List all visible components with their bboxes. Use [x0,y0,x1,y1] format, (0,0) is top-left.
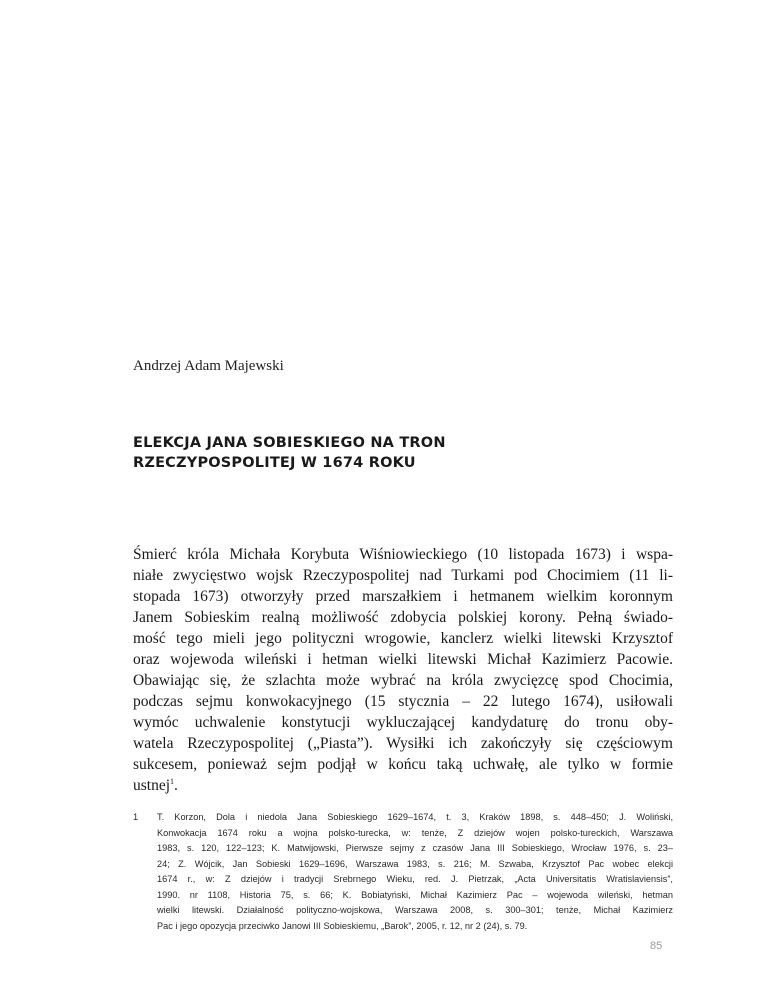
body-line: Janem Sobieskim realną możliwość zdobycia polskiej korony. Pełną świado- [133,609,673,626]
body-line-last [133,775,673,796]
footnote-line: T. Korzon, Dola i niedola Jana Sobieskiego 1629–1674, t. 3, Kraków 1898, s. 448–450; J. Woliński, [157,812,673,822]
body-line: mość tego mieli jego polityczni wrogowie, kanclerz wielki litewski Krzysztof [133,630,673,647]
title-line: ELEKCJA JANA SOBIESKIEGO NA TRON [133,435,446,451]
body-line: niałe zwycięstwo wojsk Rzeczypospolitej nad Turkami pod Chocimiem (11 li- [133,567,673,584]
footnote-line: 1983, s. 120, 122–123; K. Matwijowski, Pierwsze sejmy z czasów Jana III Sobieskiego, Wrocław 1976, s. 23– [157,843,673,853]
footnote-line: 24; Z. Wójcik, Jan Sobieski 1629–1696, Warszawa 1983, s. 216; M. Szwaba, Krzysztof Pac wobec elekcji [157,858,673,869]
footnote-reference[interactable]: 1 [170,776,175,786]
body-line: watela Rzeczypospolitej („Piasta”). Wysiłki ich zakończyły się częściowym [133,735,673,752]
body-line: oraz wojewoda wileński i hetman wielki litewski Michał Kazimierz Pacowie. [133,651,673,668]
footnote-line: Konwokacja 1674 roku a wojna polsko-turecka, w: tenże, Z dziejów wojen polsko-tureckich, Warszawa [157,827,673,838]
body-line: Śmierć króla Michała Korybuta Wiśniowieckiego (10 listopada 1673) i wspa- [133,546,673,563]
footnote-text [157,810,673,934]
footnote-number: 1 [133,812,139,822]
footnote-line: wielki litewski. Działalność polityczno-wojskowa, Warszawa 2008, s. 300–301; tenże, Michał Kazimierz [157,905,673,915]
author-name: Andrzej Adam Majewski [133,358,284,374]
body-line-text: ustnej [133,777,171,794]
title-line: RZECZYPOSPOLITEJ W 1674 ROKU [133,455,416,471]
body-line: podczas sejmu konwokacyjnego (15 stycznia – 22 lutego 1674), usiłowali [133,693,673,710]
body-paragraph [133,544,673,796]
body-final-punctuation: . [174,777,178,794]
page-number: 85 [650,940,663,952]
body-line: sukcesem, ponieważ sejm podjął w końcu taką uchwałę, ale tylko w formie [133,756,673,773]
footnote [133,810,678,934]
footnote-line: 1674 r., w: Z dziejów i tradycji Srebrnego Wieku, red. J. Pietrzak, „Acta Universitatis Wratislaviensis”, [157,874,673,884]
footnote-line: Pac i jego opozycja przeciwko Janowi III Sobieskiemu, „Barok”, 2005, r. 12, nr 2 (24), s. 79. [157,920,528,931]
body-line: wymóc uchwalenie konstytucji wykluczającej kandydaturę do tronu oby- [133,714,673,731]
footnote-line: 1990. nr 1108, Historia 75, s. 66; K. Bobiatyński, Michał Kazimierz Pac – wojewoda wileński, hetman [157,889,673,900]
article-title [133,433,653,473]
body-line: stopada 1673) otworzyły przed marszałkiem i hetmanem wielkim koronnym [133,588,673,605]
body-line: Obawiając się, że szlachta może wybrać na króla zwycięzcę spod Chocimia, [133,672,673,689]
